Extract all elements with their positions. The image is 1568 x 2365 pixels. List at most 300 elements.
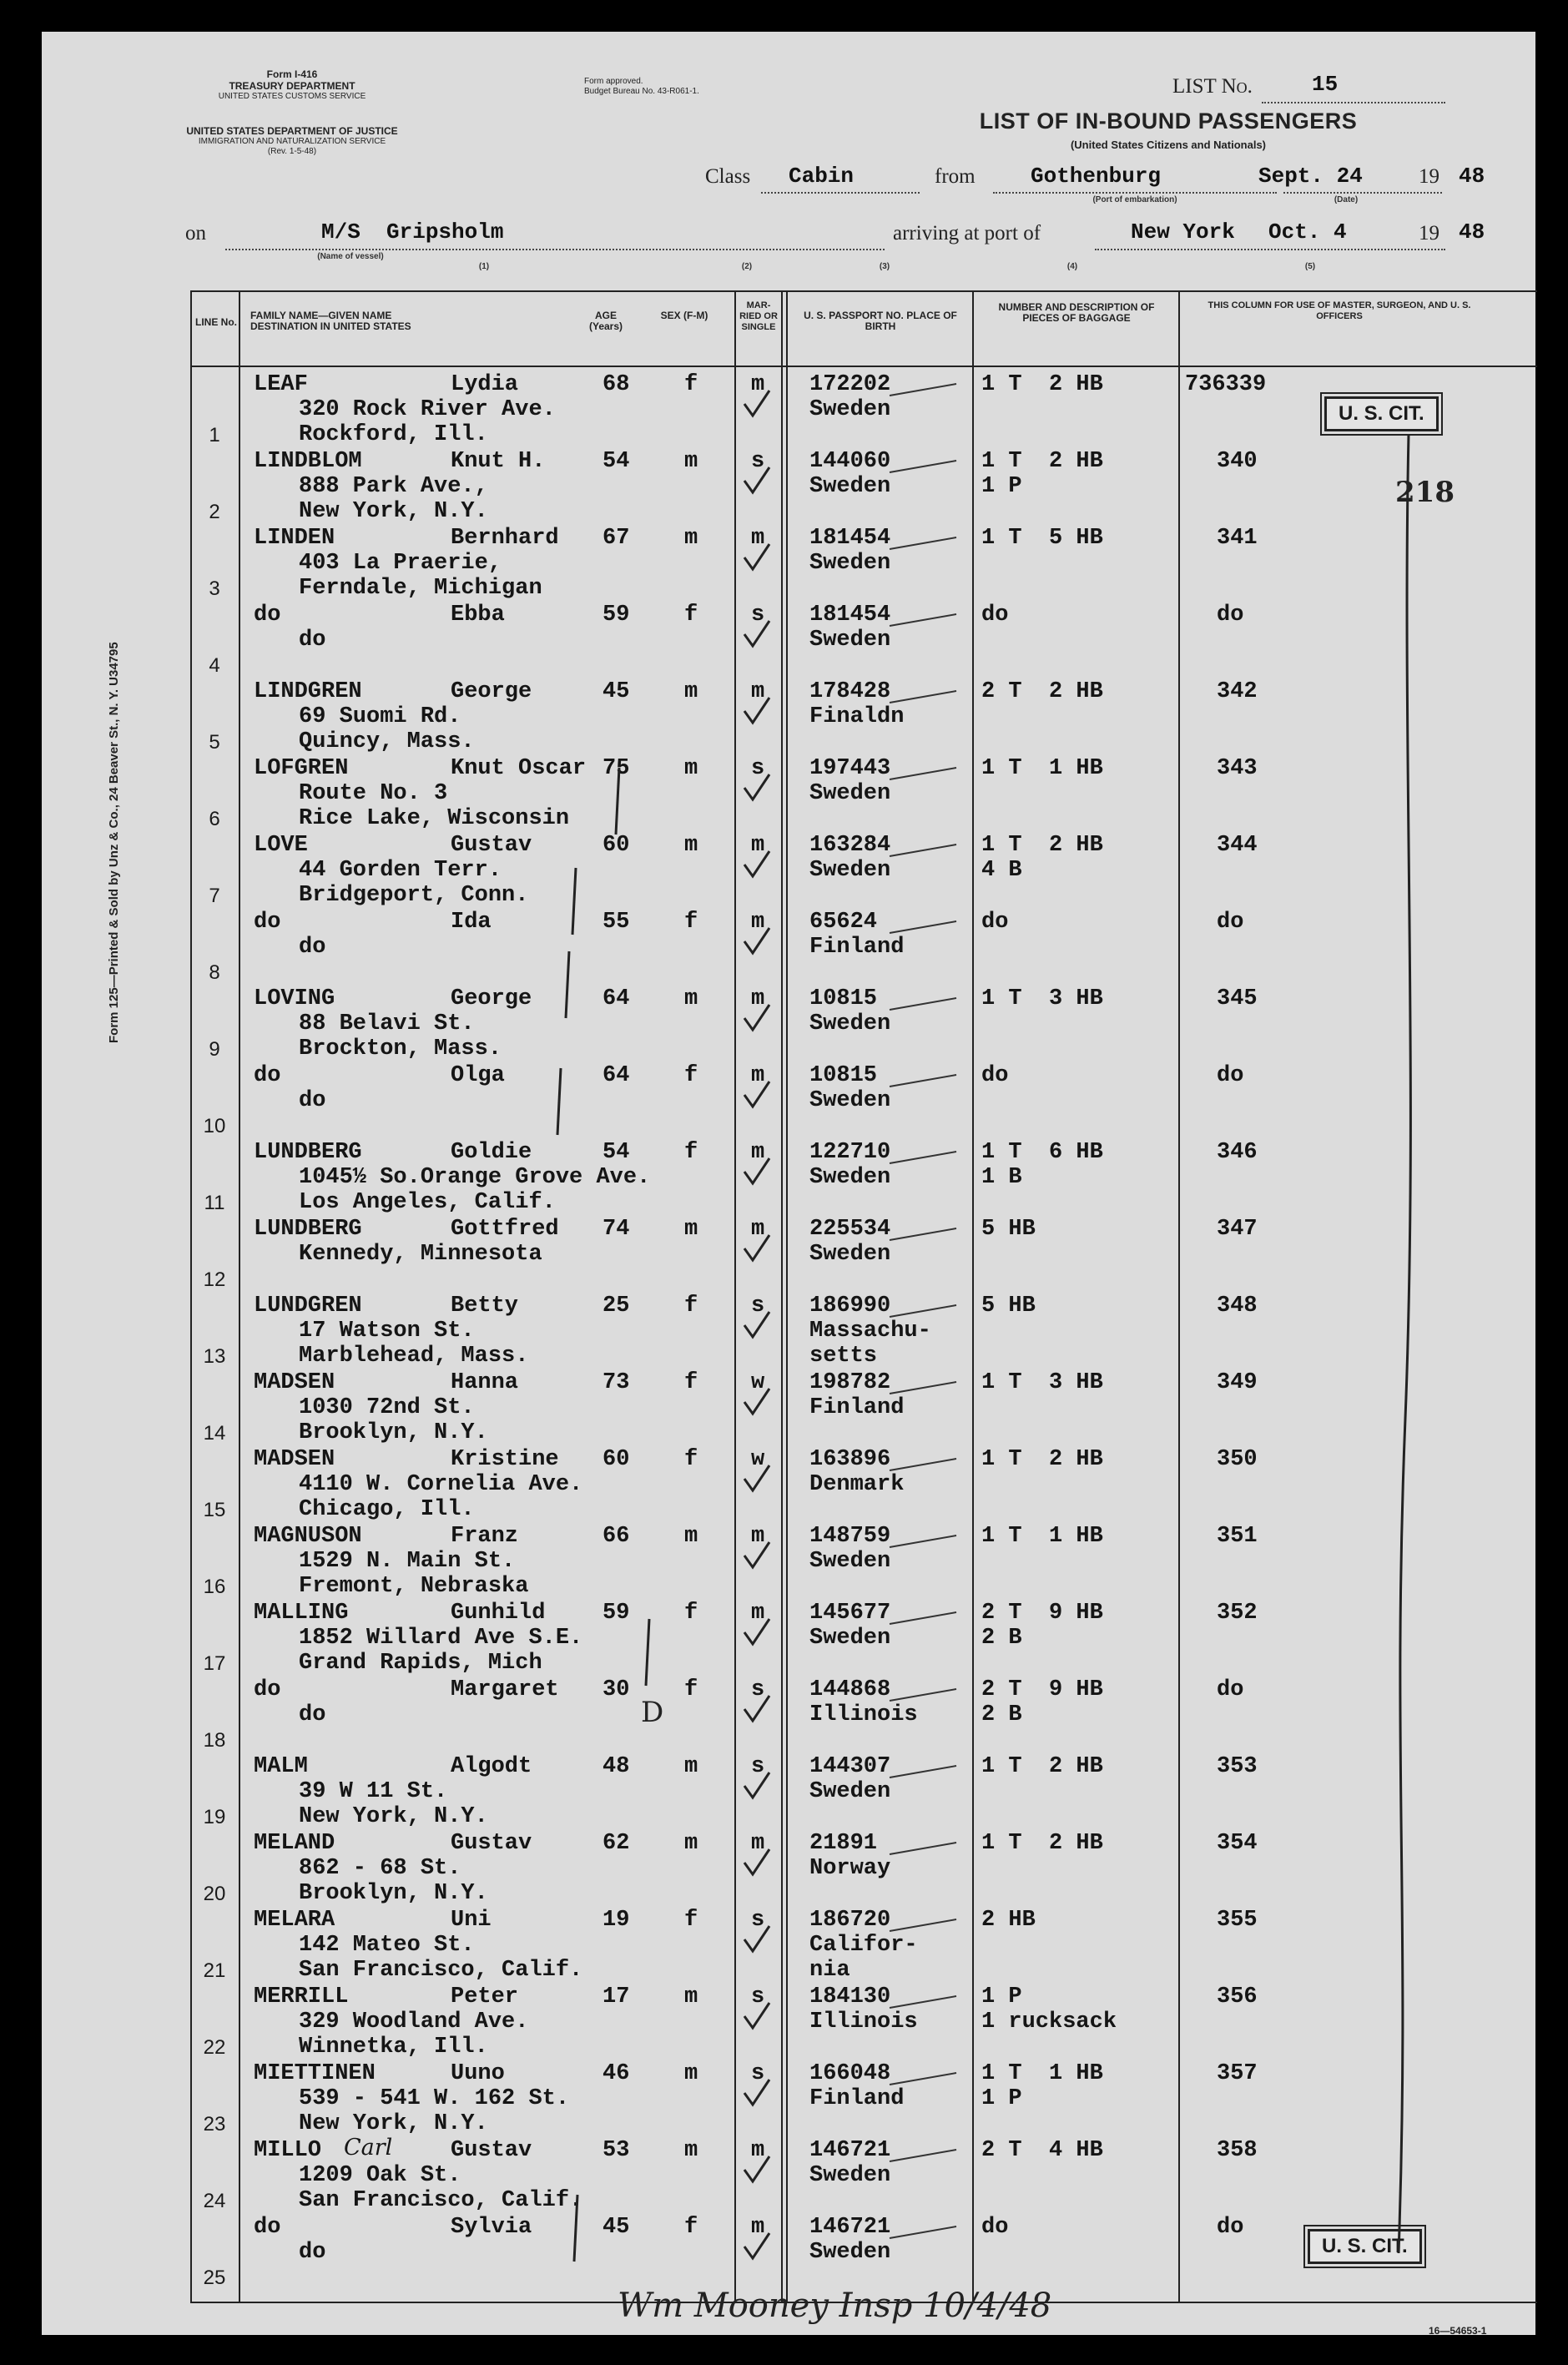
age: 48 <box>602 1754 630 1779</box>
pen-stroke-icon <box>890 1843 956 1854</box>
birth-place: Sweden <box>809 628 891 653</box>
th-married: MAR- RIED OR SINGLE <box>739 300 778 332</box>
line-number: 3 <box>209 577 220 600</box>
marital-status: m <box>751 2215 765 2240</box>
given-name: Margaret <box>451 1677 559 1702</box>
given-name-note: Carl <box>344 2135 393 2161</box>
officer-number: do <box>1217 1063 1244 1088</box>
baggage-line-1: 2 T 9 HB <box>981 1677 1103 1702</box>
pen-stroke-icon <box>890 921 956 933</box>
marital-status: s <box>751 2061 765 2086</box>
baggage-line-1: 1 T 2 HB <box>981 1831 1103 1856</box>
passport-number: 146721 <box>809 2215 891 2240</box>
line-number: 7 <box>209 885 220 907</box>
family-name: LUNDBERG <box>254 1140 362 1165</box>
pen-stroke-icon <box>890 1459 956 1470</box>
pen-stroke-icon <box>890 1382 956 1394</box>
sex: f <box>684 1140 698 1165</box>
form-approved: Form approved. <box>584 77 643 86</box>
arrival-port: New York <box>1131 219 1235 245</box>
vessel-name: M/S Gripsholm <box>321 219 504 245</box>
address-line-2: Marblehead, Mass. <box>299 1344 529 1369</box>
family-name: LEAF <box>254 372 308 397</box>
baggage-line-2: 4 B <box>981 858 1022 883</box>
family-name: do <box>254 603 281 628</box>
address-line-2: Chicago, Ill. <box>299 1497 475 1522</box>
baggage-line-2: 1 P <box>981 2086 1022 2111</box>
family-name: MELARA <box>254 1908 335 1933</box>
officer-number: 353 <box>1217 1754 1258 1779</box>
given-name: Gustav <box>451 833 532 858</box>
line-number: 2 <box>209 501 220 523</box>
sex: m <box>684 1524 698 1549</box>
age: 54 <box>602 449 630 474</box>
marital-status: m <box>751 372 765 397</box>
family-name: do <box>254 2215 281 2240</box>
given-name: George <box>451 986 532 1011</box>
age: 64 <box>602 986 630 1011</box>
baggage-line-1: 1 T 6 HB <box>981 1140 1103 1165</box>
family-name: MALM <box>254 1754 308 1779</box>
age: 59 <box>602 1601 630 1626</box>
sex: f <box>684 1908 698 1933</box>
given-name: Gottfred <box>451 1217 559 1242</box>
line-number: 14 <box>203 1422 226 1445</box>
pen-stroke-icon <box>890 1152 956 1163</box>
date-note: (Date) <box>1334 195 1359 204</box>
age: 46 <box>602 2061 630 2086</box>
line-number: 5 <box>209 731 220 754</box>
check-mark-icon <box>744 1389 769 1414</box>
address-line-2: Ferndale, Michigan <box>299 576 542 601</box>
handwritten-d-mark: D <box>641 1696 664 1729</box>
age: 45 <box>602 2215 630 2240</box>
pen-stroke-icon <box>890 1996 956 2008</box>
given-name: Ida <box>451 910 492 935</box>
birth-place: Finland <box>809 1395 905 1420</box>
line-number: 9 <box>209 1038 220 1061</box>
address-line-2: Bridgeport, Conn. <box>299 883 529 908</box>
col-num-1: (1) <box>478 262 490 271</box>
address-line-1: do <box>299 1088 326 1113</box>
baggage-line-1: 1 T 3 HB <box>981 1370 1103 1395</box>
birth-place: Norway <box>809 1856 891 1881</box>
pen-bracket-icon <box>572 868 576 935</box>
birth-place: Sweden <box>809 858 891 883</box>
line-number: 24 <box>203 2190 226 2212</box>
passport-number: 198782 <box>809 1370 891 1395</box>
line-number: 8 <box>209 961 220 984</box>
address-line-1: 862 - 68 St. <box>299 1856 461 1881</box>
birth-place: Sweden <box>809 551 891 576</box>
th-name-sub: DESTINATION IN UNITED STATES <box>250 320 411 332</box>
budget-number: Budget Bureau No. 43-R061-1. <box>584 87 699 96</box>
marital-status: m <box>751 526 765 551</box>
arriving-label: arriving at port of <box>893 222 1041 245</box>
baggage-line-1: 1 T 2 HB <box>981 1754 1103 1779</box>
check-mark-icon <box>744 1772 769 1798</box>
family-name: LUNDBERG <box>254 1217 362 1242</box>
birth-place: Illinois <box>809 2009 918 2035</box>
given-name: Goldie <box>451 1140 532 1165</box>
officer-number: 345 <box>1217 986 1258 1011</box>
baggage-line-1: 1 T 5 HB <box>981 526 1103 551</box>
form-revision: (Rev. 1-5-48) <box>267 147 317 156</box>
family-name: MAGNUSON <box>254 1524 362 1549</box>
marital-status: s <box>751 756 765 781</box>
birth-place: Finland <box>809 935 905 960</box>
marital-status: s <box>751 603 765 628</box>
address-line-1: 17 Watson St. <box>299 1319 475 1344</box>
check-mark-icon <box>744 928 769 953</box>
baggage-line-1: 1 T 2 HB <box>981 833 1103 858</box>
officer-number: 356 <box>1217 1984 1258 2009</box>
sex: f <box>684 2215 698 2240</box>
th-passport: U. S. PASSPORT NO. PLACE OF BIRTH <box>804 310 957 332</box>
year-prefix-1: 19 <box>1419 165 1439 188</box>
officer-number: 354 <box>1217 1831 1258 1856</box>
officer-number: 350 <box>1217 1447 1258 1472</box>
vessel-note: (Name of vessel) <box>317 252 384 261</box>
birth-place-cont: nia <box>809 1958 850 1983</box>
birth-place: Sweden <box>809 2163 891 2188</box>
pen-stroke-icon <box>890 1612 956 1624</box>
passport-number: 225534 <box>809 1217 891 1242</box>
sex: f <box>684 1063 698 1088</box>
age: 59 <box>602 603 630 628</box>
sex: f <box>684 1447 698 1472</box>
col-num-2: (2) <box>741 262 753 271</box>
age: 30 <box>602 1677 630 1702</box>
passport-number: 148759 <box>809 1524 891 1549</box>
address-line-1: do <box>299 1702 326 1727</box>
birth-place: Sweden <box>809 474 891 499</box>
marital-status: m <box>751 1063 765 1088</box>
family-name: LOVING <box>254 986 335 1011</box>
passport-number: 10815 <box>809 1063 878 1088</box>
officer-number: 341 <box>1217 526 1258 551</box>
given-name: Betty <box>451 1293 519 1319</box>
sex: m <box>684 1984 698 2009</box>
pen-stroke-icon <box>890 1305 956 1317</box>
line-number: 12 <box>203 1268 226 1291</box>
check-mark-icon <box>744 1005 769 1030</box>
passport-number: 144868 <box>809 1677 891 1702</box>
pen-stroke-icon <box>890 1766 956 1778</box>
birth-place: Sweden <box>809 1626 891 1651</box>
marital-status: m <box>751 2138 765 2163</box>
line-number: 10 <box>203 1115 226 1137</box>
th-sex: SEX (F-M) <box>660 310 708 321</box>
address-line-1: 1529 N. Main St. <box>299 1549 516 1574</box>
family-name: do <box>254 910 281 935</box>
marital-status: m <box>751 1524 765 1549</box>
line-number: 13 <box>203 1345 226 1368</box>
family-name: do <box>254 1063 281 1088</box>
pen-stroke-icon <box>890 537 956 549</box>
marital-status: s <box>751 1677 765 1702</box>
given-name: Kristine <box>451 1447 559 1472</box>
family-name: MIETTINEN <box>254 2061 376 2086</box>
check-mark-icon <box>744 2156 769 2181</box>
arrival-date: Oct. 4 <box>1268 219 1347 245</box>
passport-number: 65624 <box>809 910 878 935</box>
baggage-line-1: do <box>981 1063 1009 1088</box>
address-line-2: Rice Lake, Wisconsin <box>299 806 570 831</box>
family-name: MADSEN <box>254 1370 335 1395</box>
officer-number: 347 <box>1217 1217 1258 1242</box>
line-number: 21 <box>203 1959 226 1982</box>
address-line-1: Kennedy, Minnesota <box>299 1242 542 1267</box>
check-mark-icon <box>744 1849 769 1874</box>
birth-place: Illinois <box>809 1702 918 1727</box>
officer-number: 736339 <box>1185 372 1267 397</box>
age: 75 <box>602 756 630 781</box>
officer-number: do <box>1217 1677 1244 1702</box>
family-name: LOFGREN <box>254 756 349 781</box>
baggage-line-1: 2 T 9 HB <box>981 1601 1103 1626</box>
line-number: 6 <box>209 808 220 830</box>
birth-place-cont: setts <box>809 1344 878 1369</box>
baggage-line-1: 2 HB <box>981 1908 1036 1933</box>
baggage-line-1: 5 HB <box>981 1217 1036 1242</box>
printer-imprint: Form 125—Printed & Sold by Unz & Co., 24 Beaver St., N. Y. U34795 <box>107 642 121 1043</box>
pen-bracket-icon <box>566 951 569 1018</box>
baggage-line-1: 1 T 1 HB <box>981 2061 1103 2086</box>
marital-status: s <box>751 449 765 474</box>
address-line-2: San Francisco, Calif. <box>299 2188 583 2213</box>
year-prefix-2: 19 <box>1419 222 1439 245</box>
given-name: Franz <box>451 1524 519 1549</box>
birth-place: Massachu- <box>809 1319 931 1344</box>
family-name: MALLING <box>254 1601 349 1626</box>
officer-number: 357 <box>1217 2061 1258 2086</box>
marital-status: m <box>751 1140 765 1165</box>
embark-year: 48 <box>1459 164 1485 189</box>
line-number: 1 <box>209 424 220 446</box>
given-name: Gunhild <box>451 1601 546 1626</box>
arrival-year: 48 <box>1459 219 1485 245</box>
officer-number: 343 <box>1217 756 1258 781</box>
marital-status: w <box>751 1370 765 1395</box>
pen-stroke-icon <box>890 1919 956 1931</box>
passport-number: 163896 <box>809 1447 891 1472</box>
sex: f <box>684 1293 698 1319</box>
baggage-line-2: 1 rucksack <box>981 2009 1117 2035</box>
officer-number: 349 <box>1217 1370 1258 1395</box>
line-number: 20 <box>203 1883 226 1905</box>
baggage-line-2: 1 P <box>981 474 1022 499</box>
sex: m <box>684 1831 698 1856</box>
passport-number: 172202 <box>809 372 891 397</box>
address-line-1: 329 Woodland Ave. <box>299 2009 529 2035</box>
birth-place: Sweden <box>809 1549 891 1574</box>
address-line-1: 888 Park Ave., <box>299 474 488 499</box>
address-line-1: do <box>299 2240 326 2265</box>
check-mark-icon <box>744 544 769 569</box>
officer-bracket-line-icon <box>1399 434 1410 2253</box>
check-mark-icon <box>744 1926 769 1951</box>
embark-date: Sept. 24 <box>1258 164 1363 189</box>
address-line-1: 4110 W. Cornelia Ave. <box>299 1472 583 1497</box>
passport-number: 145677 <box>809 1601 891 1626</box>
footer-form-ref: 16—54653-1 <box>1429 2325 1487 2337</box>
check-mark-icon <box>744 391 769 416</box>
address-line-1: 44 Gorden Terr. <box>299 858 502 883</box>
sex: f <box>684 1370 698 1395</box>
given-name: George <box>451 679 532 704</box>
birth-place: Califor- <box>809 1933 918 1958</box>
pen-stroke-icon <box>890 845 956 856</box>
baggage-line-1: 1 T 2 HB <box>981 372 1103 397</box>
address-line-2: Los Angeles, Calif. <box>299 1190 556 1215</box>
sex: m <box>684 526 698 551</box>
line-number: 22 <box>203 2036 226 2059</box>
pen-stroke-icon <box>890 1228 956 1240</box>
sex: f <box>684 372 698 397</box>
address-line-1: 88 Belavi St. <box>299 1011 475 1036</box>
th-officers: THIS COLUMN FOR USE OF MASTER, SURGEON, AND U. S. OFFICERS <box>1208 300 1471 321</box>
address-line-1: 1209 Oak St. <box>299 2163 461 2188</box>
check-mark-icon <box>744 1082 769 1107</box>
line-number: 23 <box>203 2113 226 2136</box>
family-name: LINDEN <box>254 526 335 551</box>
passport-number: 181454 <box>809 603 891 628</box>
sex: f <box>684 910 698 935</box>
address-line-1: 1030 72nd St. <box>299 1395 475 1420</box>
birth-place: Sweden <box>809 1242 891 1267</box>
pen-stroke-icon <box>890 998 956 1010</box>
address-line-1: 69 Suomi Rd. <box>299 704 461 729</box>
passport-number: 181454 <box>809 526 891 551</box>
sex: f <box>684 603 698 628</box>
pen-stroke-icon <box>890 2150 956 2161</box>
birth-place: Sweden <box>809 781 891 806</box>
baggage-line-1: 1 T 2 HB <box>981 449 1103 474</box>
baggage-line-1: 2 T 2 HB <box>981 679 1103 704</box>
line-number: 16 <box>203 1576 226 1598</box>
marital-status: m <box>751 679 765 704</box>
sex: m <box>684 833 698 858</box>
family-name: LINDGREN <box>254 679 362 704</box>
check-mark-icon <box>744 2233 769 2258</box>
baggage-line-1: 1 P <box>981 1984 1022 2009</box>
marital-status: s <box>751 1984 765 2009</box>
address-line-1: 539 - 541 W. 162 St. <box>299 2086 570 2111</box>
passport-number: 186990 <box>809 1293 891 1319</box>
sex: m <box>684 756 698 781</box>
justice-dept: UNITED STATES DEPARTMENT OF JUSTICE <box>186 125 398 137</box>
marital-status: m <box>751 910 765 935</box>
check-mark-icon <box>744 2003 769 2028</box>
line-number: 18 <box>203 1729 226 1752</box>
sex: m <box>684 449 698 474</box>
passport-number: 197443 <box>809 756 891 781</box>
address-line-2: Winnetka, Ill. <box>299 2035 488 2060</box>
pen-bracket-icon <box>616 768 619 835</box>
age: 67 <box>602 526 630 551</box>
sex: m <box>684 2061 698 2086</box>
given-name: Ebba <box>451 603 505 628</box>
list-number: 15 <box>1312 72 1339 97</box>
marital-status: m <box>751 1831 765 1856</box>
check-mark-icon <box>744 774 769 799</box>
line-number: 4 <box>209 654 220 677</box>
line-number: 25 <box>203 2267 226 2289</box>
pen-bracket-icon <box>557 1068 561 1135</box>
th-age: AGE (Years) <box>588 310 623 332</box>
pen-stroke-icon <box>890 1689 956 1701</box>
sex: f <box>684 1677 698 1702</box>
address-line-2: Brooklyn, N.Y. <box>299 1881 488 1906</box>
officer-number: 344 <box>1217 833 1258 858</box>
officer-number: 342 <box>1217 679 1258 704</box>
class-value: Cabin <box>789 164 855 189</box>
address-line-1: do <box>299 628 326 653</box>
address-line-1: 1852 Willard Ave S.E. <box>299 1626 583 1651</box>
passport-number: 184130 <box>809 1984 891 2009</box>
officer-number: do <box>1217 910 1244 935</box>
marital-status: m <box>751 1217 765 1242</box>
pen-stroke-icon <box>890 691 956 703</box>
age: 73 <box>602 1370 630 1395</box>
inspector-signature: Wm Mooney Insp 10/4/48 <box>618 2287 1052 2325</box>
pen-bracket-icon <box>574 2195 577 2262</box>
address-line-2: San Francisco, Calif. <box>299 1958 583 1983</box>
address-line-2: Brockton, Mass. <box>299 1036 502 1061</box>
given-name: Lydia <box>451 372 519 397</box>
pen-stroke-icon <box>890 614 956 626</box>
address-line-1: 142 Mateo St. <box>299 1933 475 1958</box>
officer-number: 355 <box>1217 1908 1258 1933</box>
check-mark-icon <box>744 1235 769 1260</box>
passport-number: 122710 <box>809 1140 891 1165</box>
officer-number: do <box>1217 603 1244 628</box>
given-name: Peter <box>451 1984 519 2009</box>
pen-stroke-icon <box>890 1075 956 1087</box>
sex: m <box>684 2138 698 2163</box>
baggage-line-1: 1 T 1 HB <box>981 1524 1103 1549</box>
age: 55 <box>602 910 630 935</box>
baggage-line-1: 2 T 4 HB <box>981 2138 1103 2163</box>
officer-number: 351 <box>1217 1524 1258 1549</box>
given-name: Knut H. <box>451 449 546 474</box>
page-title: LIST OF IN-BOUND PASSENGERS <box>979 108 1358 134</box>
birth-place: Sweden <box>809 1088 891 1113</box>
marital-status: s <box>751 1293 765 1319</box>
officer-number: 358 <box>1217 2138 1258 2163</box>
baggage-line-1: 1 T 3 HB <box>981 986 1103 1011</box>
age: 17 <box>602 1984 630 2009</box>
family-name: LINDBLOM <box>254 449 362 474</box>
officer-number: 340 <box>1217 449 1258 474</box>
family-name: MADSEN <box>254 1447 335 1472</box>
marital-status: m <box>751 1601 765 1626</box>
baggage-line-2: 2 B <box>981 1702 1022 1727</box>
age: 19 <box>602 1908 630 1933</box>
th-line: LINE No. <box>195 316 237 328</box>
marital-status: w <box>751 1447 765 1472</box>
birth-place: Sweden <box>809 397 891 422</box>
address-line-2: Grand Rapids, Mich <box>299 1651 542 1676</box>
given-name: Uuno <box>451 2061 505 2086</box>
pen-bracket-icon <box>646 1619 649 1686</box>
given-name: Gustav <box>451 1831 532 1856</box>
age: 64 <box>602 1063 630 1088</box>
given-name: Bernhard <box>451 526 559 551</box>
form-number: Form I-416 <box>266 68 318 80</box>
officer-number: do <box>1217 2215 1244 2240</box>
